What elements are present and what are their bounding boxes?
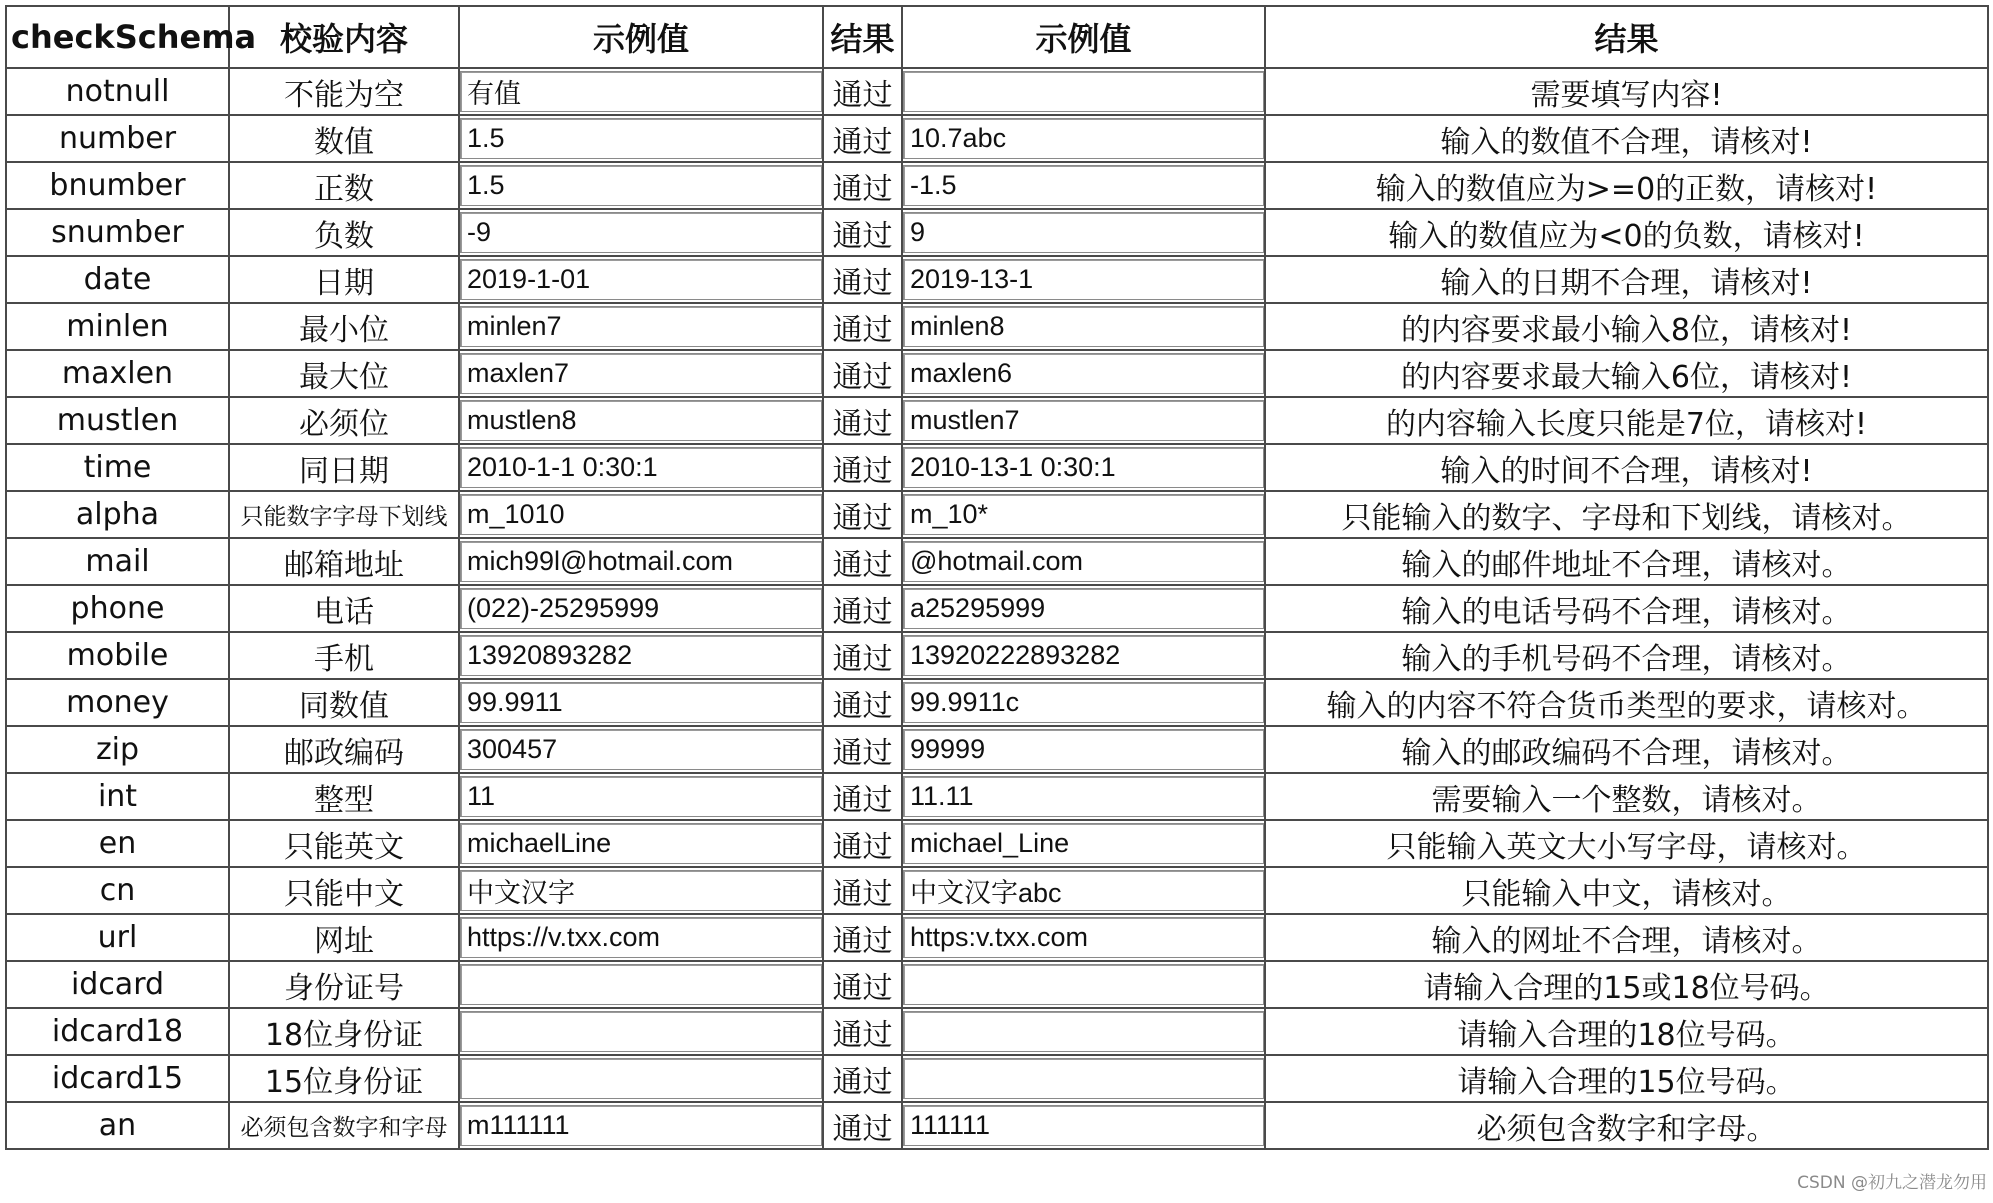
invalid-example-input-cell [902, 820, 1265, 867]
pass-result: 通过 [823, 350, 902, 397]
valid-example-input[interactable] [460, 776, 822, 817]
pass-result: 通过 [823, 679, 902, 726]
table-row [6, 820, 1988, 867]
valid-example-input[interactable] [460, 165, 822, 206]
invalid-example-input[interactable] [903, 71, 1264, 112]
invalid-example-input-cell [902, 256, 1265, 303]
error-message: 请输入合理的15位号码。 [1265, 1055, 1988, 1102]
invalid-example-input[interactable] [903, 1105, 1264, 1146]
error-message: 输入的数值应为>=0的正数，请核对! [1265, 162, 1988, 209]
valid-example-input[interactable] [460, 870, 822, 911]
valid-example-input[interactable] [460, 964, 822, 1005]
rule-description: 身份证号 [229, 961, 459, 1008]
invalid-example-input-cell [902, 585, 1265, 632]
error-message: 的内容输入长度只能是7位，请核对! [1265, 397, 1988, 444]
valid-example-input-cell [459, 444, 823, 491]
table-row [6, 773, 1988, 820]
pass-result: 通过 [823, 1102, 902, 1149]
valid-example-input-cell [459, 350, 823, 397]
table-row [6, 1055, 1988, 1102]
valid-example-input-cell [459, 585, 823, 632]
rule-description: 负数 [229, 209, 459, 256]
invalid-example-input-cell [902, 68, 1265, 115]
valid-example-input-cell [459, 632, 823, 679]
rule-description: 只能中文 [229, 867, 459, 914]
invalid-example-input-cell [902, 209, 1265, 256]
invalid-example-input-cell [902, 162, 1265, 209]
rule-description: 18位身份证 [229, 1008, 459, 1055]
invalid-example-input[interactable] [903, 1058, 1264, 1099]
error-message: 的内容要求最小输入8位，请核对! [1265, 303, 1988, 350]
header-check-content: 校验内容 [229, 6, 459, 68]
invalid-example-input[interactable] [903, 1011, 1264, 1052]
table-row [6, 444, 1988, 491]
valid-example-input[interactable] [460, 588, 822, 629]
invalid-example-input[interactable] [903, 259, 1264, 300]
schema-name: maxlen [6, 350, 229, 397]
table-row [6, 397, 1988, 444]
table-row [6, 115, 1988, 162]
table-row [6, 350, 1988, 397]
error-message: 需要输入一个整数，请核对。 [1265, 773, 1988, 820]
table-row [6, 726, 1988, 773]
schema-name: bnumber [6, 162, 229, 209]
invalid-example-input-cell [902, 1102, 1265, 1149]
pass-result: 通过 [823, 256, 902, 303]
schema-name: mustlen [6, 397, 229, 444]
schema-name: int [6, 773, 229, 820]
error-message: 输入的数值不合理，请核对! [1265, 115, 1988, 162]
valid-example-input[interactable] [460, 400, 822, 441]
pass-result: 通过 [823, 914, 902, 961]
rule-description: 日期 [229, 256, 459, 303]
invalid-example-input[interactable] [903, 118, 1264, 159]
pass-result: 通过 [823, 632, 902, 679]
valid-example-input[interactable] [460, 71, 822, 112]
valid-example-input[interactable] [460, 306, 822, 347]
error-message: 的内容要求最大输入6位，请核对! [1265, 350, 1988, 397]
invalid-example-input[interactable] [903, 776, 1264, 817]
valid-example-input-cell [459, 209, 823, 256]
pass-result: 通过 [823, 491, 902, 538]
schema-name: date [6, 256, 229, 303]
pass-result: 通过 [823, 444, 902, 491]
valid-example-input-cell [459, 538, 823, 585]
invalid-example-input[interactable] [903, 400, 1264, 441]
error-message: 请输入合理的15或18位号码。 [1265, 961, 1988, 1008]
schema-name: phone [6, 585, 229, 632]
rule-description: 正数 [229, 162, 459, 209]
rule-description: 邮政编码 [229, 726, 459, 773]
invalid-example-input[interactable] [903, 541, 1264, 582]
error-message: 需要填写内容! [1265, 68, 1988, 115]
pass-result: 通过 [823, 1055, 902, 1102]
invalid-example-input-cell [902, 491, 1265, 538]
error-message: 输入的电话号码不合理，请核对。 [1265, 585, 1988, 632]
pass-result: 通过 [823, 115, 902, 162]
header-result-2: 结果 [1265, 6, 1988, 68]
valid-example-input-cell [459, 1008, 823, 1055]
rule-description: 必须包含数字和字母 [229, 1102, 459, 1149]
table-row [6, 679, 1988, 726]
valid-example-input-cell [459, 961, 823, 1008]
invalid-example-input-cell [902, 538, 1265, 585]
invalid-example-input-cell [902, 1055, 1265, 1102]
schema-name: zip [6, 726, 229, 773]
table-row [6, 68, 1988, 115]
table-row [6, 256, 1988, 303]
error-message: 只能输入英文大小写字母，请核对。 [1265, 820, 1988, 867]
schema-name: idcard [6, 961, 229, 1008]
schema-name: idcard15 [6, 1055, 229, 1102]
valid-example-input-cell [459, 726, 823, 773]
valid-example-input[interactable] [460, 1011, 822, 1052]
invalid-example-input[interactable] [903, 917, 1264, 958]
pass-result: 通过 [823, 538, 902, 585]
validation-table [5, 5, 1989, 1150]
valid-example-input-cell [459, 1055, 823, 1102]
rule-description: 电话 [229, 585, 459, 632]
error-message: 只能输入的数字、字母和下划线，请核对。 [1265, 491, 1988, 538]
rule-description: 整型 [229, 773, 459, 820]
invalid-example-input[interactable] [903, 212, 1264, 253]
pass-result: 通过 [823, 397, 902, 444]
rule-description: 15位身份证 [229, 1055, 459, 1102]
invalid-example-input-cell [902, 961, 1265, 1008]
valid-example-input-cell [459, 303, 823, 350]
invalid-example-input[interactable] [903, 306, 1264, 347]
error-message: 必须包含数字和字母。 [1265, 1102, 1988, 1149]
schema-name: mail [6, 538, 229, 585]
rule-description: 同数值 [229, 679, 459, 726]
pass-result: 通过 [823, 1008, 902, 1055]
valid-example-input-cell [459, 773, 823, 820]
error-message: 输入的网址不合理，请核对。 [1265, 914, 1988, 961]
schema-name: snumber [6, 209, 229, 256]
pass-result: 通过 [823, 867, 902, 914]
invalid-example-input[interactable] [903, 870, 1264, 911]
header-example-value-1: 示例值 [459, 6, 823, 68]
rule-description: 手机 [229, 632, 459, 679]
rule-description: 最小位 [229, 303, 459, 350]
valid-example-input-cell [459, 115, 823, 162]
invalid-example-input[interactable] [903, 823, 1264, 864]
invalid-example-input-cell [902, 867, 1265, 914]
valid-example-input-cell [459, 397, 823, 444]
invalid-example-input[interactable] [903, 729, 1264, 770]
rule-description: 只能英文 [229, 820, 459, 867]
invalid-example-input-cell [902, 350, 1265, 397]
rule-description: 数值 [229, 115, 459, 162]
pass-result: 通过 [823, 961, 902, 1008]
invalid-example-input-cell [902, 397, 1265, 444]
schema-name: alpha [6, 491, 229, 538]
table-row [6, 867, 1988, 914]
table-row [6, 585, 1988, 632]
valid-example-input[interactable] [460, 494, 822, 535]
error-message: 输入的手机号码不合理，请核对。 [1265, 632, 1988, 679]
schema-name: money [6, 679, 229, 726]
invalid-example-input-cell [902, 914, 1265, 961]
rule-description: 邮箱地址 [229, 538, 459, 585]
watermark: CSDN @初九之潜龙勿用 [1797, 1173, 1987, 1193]
table-row [6, 538, 1988, 585]
invalid-example-input[interactable] [903, 588, 1264, 629]
header-result-1: 结果 [823, 6, 902, 68]
invalid-example-input-cell [902, 679, 1265, 726]
invalid-example-input-cell [902, 632, 1265, 679]
valid-example-input[interactable] [460, 212, 822, 253]
valid-example-input-cell [459, 162, 823, 209]
schema-name: mobile [6, 632, 229, 679]
valid-example-input[interactable] [460, 729, 822, 770]
invalid-example-input[interactable] [903, 682, 1264, 723]
error-message: 输入的内容不符合货币类型的要求，请核对。 [1265, 679, 1988, 726]
rule-description: 只能数字字母下划线 [229, 491, 459, 538]
valid-example-input-cell [459, 256, 823, 303]
valid-example-input-cell [459, 820, 823, 867]
schema-name: en [6, 820, 229, 867]
error-message: 只能输入中文，请核对。 [1265, 867, 1988, 914]
table-row [6, 162, 1988, 209]
invalid-example-input-cell [902, 303, 1265, 350]
valid-example-input-cell [459, 914, 823, 961]
pass-result: 通过 [823, 162, 902, 209]
rule-description: 最大位 [229, 350, 459, 397]
valid-example-input[interactable] [460, 1105, 822, 1146]
pass-result: 通过 [823, 726, 902, 773]
valid-example-input-cell [459, 1102, 823, 1149]
invalid-example-input-cell [902, 726, 1265, 773]
table-row [6, 491, 1988, 538]
schema-name: number [6, 115, 229, 162]
schema-name: idcard18 [6, 1008, 229, 1055]
pass-result: 通过 [823, 585, 902, 632]
valid-example-input[interactable] [460, 823, 822, 864]
invalid-example-input[interactable] [903, 494, 1264, 535]
invalid-example-input[interactable] [903, 635, 1264, 676]
error-message: 请输入合理的18位号码。 [1265, 1008, 1988, 1055]
invalid-example-input[interactable] [903, 165, 1264, 206]
invalid-example-input-cell [902, 1008, 1265, 1055]
valid-example-input[interactable] [460, 1058, 822, 1099]
table-row [6, 1008, 1988, 1055]
valid-example-input[interactable] [460, 635, 822, 676]
invalid-example-input[interactable] [903, 353, 1264, 394]
invalid-example-input-cell [902, 773, 1265, 820]
table-row [6, 914, 1988, 961]
rule-description: 必须位 [229, 397, 459, 444]
valid-example-input-cell [459, 679, 823, 726]
valid-example-input-cell [459, 867, 823, 914]
schema-name: an [6, 1102, 229, 1149]
invalid-example-input[interactable] [903, 964, 1264, 1005]
valid-example-input[interactable] [460, 682, 822, 723]
header-check-schema: checkSchema [6, 6, 229, 68]
pass-result: 通过 [823, 303, 902, 350]
rule-description: 同日期 [229, 444, 459, 491]
pass-result: 通过 [823, 820, 902, 867]
table-row [6, 632, 1988, 679]
pass-result: 通过 [823, 68, 902, 115]
schema-name: time [6, 444, 229, 491]
valid-example-input-cell [459, 491, 823, 538]
table-row [6, 209, 1988, 256]
error-message: 输入的时间不合理，请核对! [1265, 444, 1988, 491]
valid-example-input[interactable] [460, 541, 822, 582]
error-message: 输入的邮件地址不合理，请核对。 [1265, 538, 1988, 585]
valid-example-input[interactable] [460, 118, 822, 159]
table-row [6, 1102, 1988, 1149]
invalid-example-input-cell [902, 444, 1265, 491]
schema-name: minlen [6, 303, 229, 350]
valid-example-input-cell [459, 68, 823, 115]
rule-description: 网址 [229, 914, 459, 961]
header-row [6, 6, 1988, 68]
table-row [6, 961, 1988, 1008]
pass-result: 通过 [823, 773, 902, 820]
invalid-example-input[interactable] [903, 447, 1264, 488]
valid-example-input[interactable] [460, 917, 822, 958]
pass-result: 通过 [823, 209, 902, 256]
invalid-example-input-cell [902, 115, 1265, 162]
valid-example-input[interactable] [460, 447, 822, 488]
schema-name: url [6, 914, 229, 961]
schema-name: cn [6, 867, 229, 914]
schema-name: notnull [6, 68, 229, 115]
rule-description: 不能为空 [229, 68, 459, 115]
table-row [6, 303, 1988, 350]
error-message: 输入的数值应为<0的负数，请核对! [1265, 209, 1988, 256]
header-example-value-2: 示例值 [902, 6, 1265, 68]
error-message: 输入的日期不合理，请核对! [1265, 256, 1988, 303]
valid-example-input[interactable] [460, 259, 822, 300]
error-message: 输入的邮政编码不合理，请核对。 [1265, 726, 1988, 773]
valid-example-input[interactable] [460, 353, 822, 394]
